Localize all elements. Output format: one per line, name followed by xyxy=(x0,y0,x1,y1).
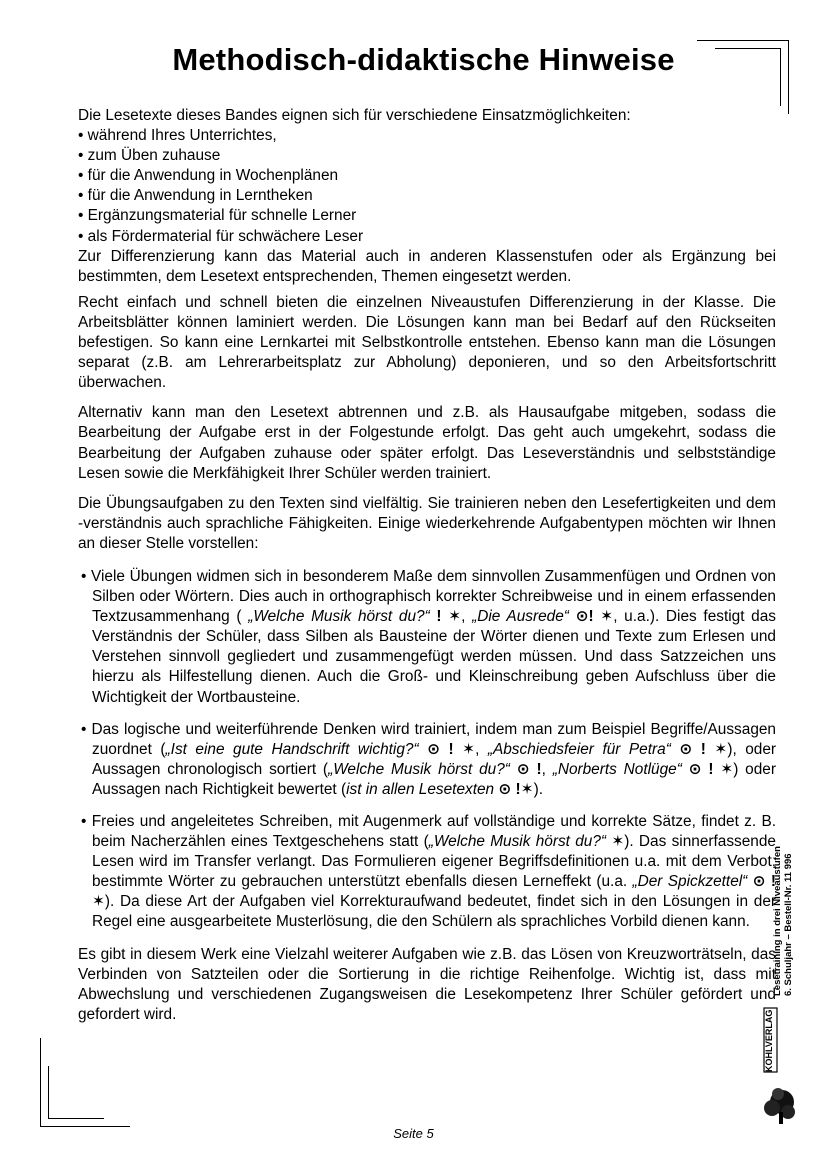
method-text: ). xyxy=(533,780,543,798)
side-imprint-title: Lesetraining in drei Niveaustufen xyxy=(772,846,783,996)
paragraph-levels: Recht einfach und schnell bieten die einzelnen Niveaustufen Differenzierung in der Klasse. Die Arbeitsblätter können laminiert werden. Die Lösungen kann man bei Bedarf auf den Rückseiten befestigen. So kann eine Lernkartei mit Selbstkontrolle entstehen. Ebenso kann man die Lösungen separat (z.B. am Lehrerarbeitsplatz zur Abholung) deponieren, und so den Arbeitsfortschritt überwachen. xyxy=(78,293,776,392)
corner-bottom-left-v1 xyxy=(40,1038,41,1127)
text-reference: „Ist eine gute Handschrift wichtig?“ xyxy=(165,740,419,758)
corner-top-right-h1 xyxy=(697,40,789,41)
level-symbols: ✶ xyxy=(606,833,625,851)
method-text: , u.a.). Dies festigt das Verständnis der Schüler, dass Silben als Bausteine der Wörter dienen und Texte zum Erlesen und Verstehen sinnvoll gegliedert und zusammengefügt werden müssen. Und dass Satzzeichen uns hierzu als Hilfestellung dienen. Auch die Groß- und Kleinschreibung geben Aufschluss über die Wichtigkeit der Wortbausteine. xyxy=(92,608,776,706)
list-item: • während Ihres Unterrichtes, xyxy=(78,127,277,145)
method-text: , xyxy=(541,760,553,778)
method-item-syllables xyxy=(81,567,776,708)
list-item: • für die Anwendung in Wochenplänen xyxy=(78,167,339,185)
logo-wordmark: KOHLVERLAG xyxy=(764,1009,774,1072)
method-item-writing xyxy=(81,812,777,933)
level-symbols: ⊙ ! xyxy=(509,760,542,778)
method-text: , xyxy=(461,608,473,626)
paragraph-exercises: Die Übungsaufgaben zu den Texten sind vielfältig. Sie trainieren neben den Lesefertigkeiten und dem -verständnis auch sprachliche Fähigkeiten. Einige wiederkehrende Aufgabentypen möchten wir Ihnen an dieser Stelle vorstellen: xyxy=(78,494,776,552)
level-symbols: ! ✶ xyxy=(429,608,462,626)
list-item: • Ergänzungsmaterial für schnelle Lerner xyxy=(78,207,357,225)
text-reference: „Abschiedsfeier für Petra“ xyxy=(487,740,671,758)
text-reference: ist in allen Lesetexten xyxy=(346,780,495,798)
level-symbols: ⊙ ! ✶ xyxy=(681,760,734,778)
method-list xyxy=(78,567,776,933)
text-reference: „Welche Musik hörst du?“ xyxy=(248,608,430,626)
method-item-logic xyxy=(81,720,777,800)
level-symbols: ⊙ ! ✶ xyxy=(418,740,476,758)
paragraph-closing: Es gibt in diesem Werk eine Vielzahl weiterer Aufgaben wie z.B. das Lösen von Kreuzworträtseln, das Verbinden von Satzteilen oder die Sortierung in die richtige Reihenfolge. Wichtig ist, dass mit Abwechslung und verschiedenen Zugangsweisen die Lesekompetenz Ihrer Schüler gefördert und gefordert wird. xyxy=(78,945,776,1023)
level-symbols: ⊙! ✶ xyxy=(568,608,614,626)
method-text: • Freies und angeleitetes Schreiben, mit Augenmerk auf vollständige und korrekte Sätze, findet z. B. beim Nacherzählen eines Textgeschehens statt ( xyxy=(81,813,776,851)
method-text: • Viele Übungen widmen sich in besonderem Maße dem sinnvollen Zusammenfügen und Ordnen von Silben oder Wörtern. Dies auch in orthographisch korrekter Schreibweise und in einem erfassenden Textzusammenhang ( xyxy=(81,567,776,626)
publisher-logo xyxy=(758,1006,802,1126)
method-text: ). Da diese Art der Aufgaben viel Korrekturaufwand bedeutet, findet sich in den Lösungen in der Regel eine ausgearbeitete Musterlösung, die den Schülern als sprachliches Vorbild dienen kann. xyxy=(92,893,776,931)
text-reference: „Welche Musik hörst du?“ xyxy=(328,760,510,778)
text-reference: „Welche Musik hörst du?“ xyxy=(428,833,607,851)
corner-bottom-left-h2 xyxy=(48,1118,104,1119)
method-text: ), oder Aussagen chronologisch sortiert ( xyxy=(92,740,777,778)
main-content xyxy=(78,106,776,1025)
list-item: • für die Anwendung in Lerntheken xyxy=(78,187,313,205)
corner-bottom-left-v2 xyxy=(48,1066,49,1119)
method-text: , xyxy=(475,740,488,758)
page-number: Seite 5 xyxy=(393,1126,434,1141)
paragraph-differentiation: Zur Differenzierung kann das Material auch in anderen Klassenstufen oder als Ergänzung bei bestimmten, dem Lesetext entsprechenden, Themen eingesetzt werden. xyxy=(78,247,776,285)
method-text: • Das logische und weiterführende Denken wird trainiert, indem man zum Beispiel Begriffe/Aussagen zuordnet ( xyxy=(81,720,776,758)
level-symbols: ⊙ !✶ xyxy=(494,780,534,798)
paragraph-alternative: Alternativ kann man den Lesetext abtrennen und z.B. als Hausaufgabe mitgeben, sodass die Bearbeitung der Aufgabe erst in der Folgestunde erfolgt. Das geht auch umgekehrt, sodass die Bearbeitung der Aufgaben zuhause oder später erfolgt. Das Leseverständnis und selbstständige Lesen sowie die Merkfähigkeit Ihrer Schüler werden trainiert. xyxy=(78,404,776,482)
method-text: ) oder Aussagen nach Richtigkeit bewertet ( xyxy=(92,760,776,798)
list-item: • zum Üben zuhause xyxy=(78,147,221,165)
side-imprint xyxy=(772,816,794,996)
text-reference: „Die Ausrede“ xyxy=(472,608,569,626)
intro-text: Die Lesetexte dieses Bandes eignen sich für verschiedene Einsatzmöglichkeiten: xyxy=(78,107,631,124)
method-text: ). Das sinnerfassende Lesen wird im Transfer verlangt. Das Formulieren eigener Begriffsdefinitionen u.a. mit dem Verbot, bestimmte Wörter zu gebrauchen unterstützt ebenfalls diesen Lerneffekt (u.a. xyxy=(92,833,776,891)
text-reference: „Der Spickzettel“ xyxy=(632,873,748,891)
list-item: • als Fördermaterial für schwächere Leser xyxy=(78,227,364,245)
side-imprint-order: 6. Schuljahr – Bestell-Nr. 11 996 xyxy=(783,853,794,996)
level-symbols: ⊙ ! ✶ xyxy=(670,740,728,758)
text-reference: „Norberts Notlüge“ xyxy=(552,760,682,778)
uses-list xyxy=(78,126,776,247)
level-symbols: ⊙ ! ✶ xyxy=(92,873,777,911)
page-title: Methodisch-didaktische Hinweise xyxy=(172,42,675,77)
